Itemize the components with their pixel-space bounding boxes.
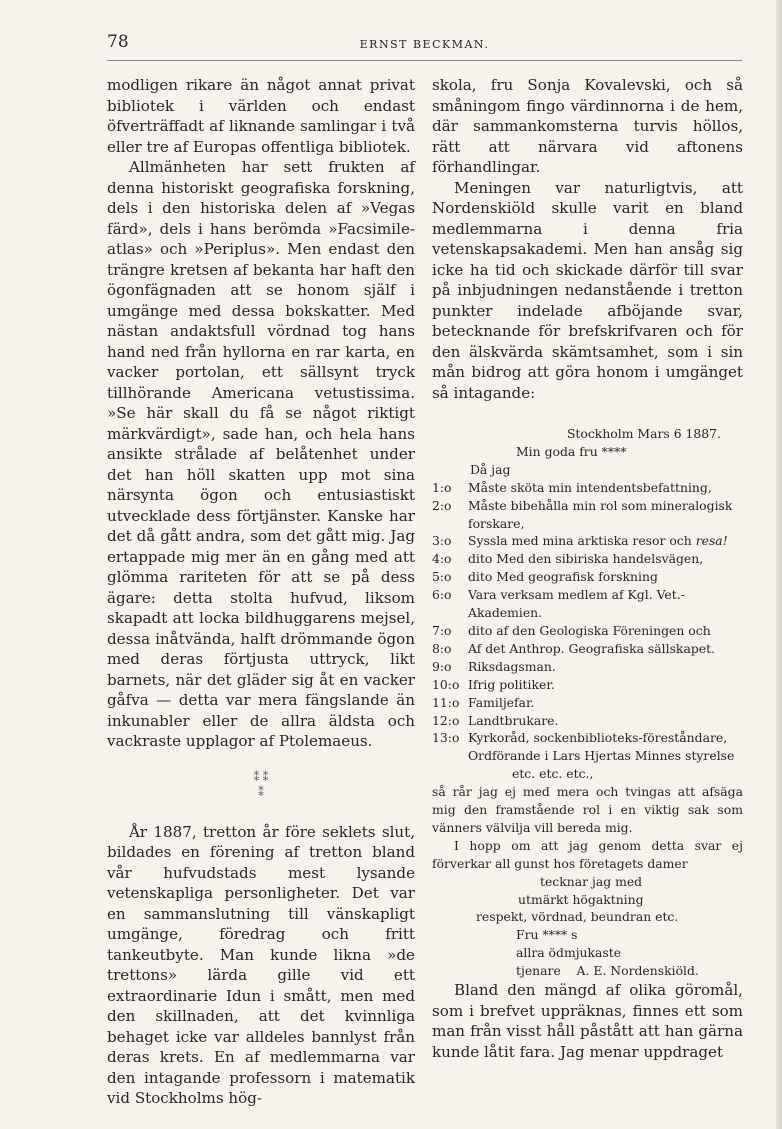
item-number: 10:o	[432, 676, 460, 692]
page-number: 78	[107, 32, 129, 52]
item-text: dito Med geografisk forskning	[468, 569, 658, 585]
paragraph: Meningen var naturligtvis, att Nordenskiöld skulle varit en bland medlemmarna i denna fria vetenskapsakademi. Men han ansåg sig icke ha tid och skickade därför till svar på inbjudningen nedanstående i tretton punkter indelade afböjande svar, betecknande för brefskrifvaren och för den älskvärda skämtsamhet, som i sin mån bidrog att göra honom i umgänget så intagande:	[432, 178, 743, 402]
page-header	[107, 32, 742, 61]
letter-signature: tjenare A. E. Nordenskiöld.	[516, 963, 699, 979]
list-item	[432, 622, 743, 640]
list-item	[432, 640, 743, 658]
item-text: Ifrig politiker.	[468, 676, 555, 692]
list-item	[432, 586, 743, 622]
item-text: Vara verksam medlem af Kgl. Vet.-Akademien.	[468, 587, 685, 621]
item-text: dito af den Geologiska Föreningen och	[468, 622, 711, 638]
letter-salutation: Min goda fru ****	[516, 443, 627, 459]
item-number: 2:o	[432, 497, 452, 513]
item-text: Riksdagsman.	[468, 658, 556, 674]
section-break	[107, 770, 415, 800]
item-number: 13:o	[432, 730, 460, 746]
item-text: Syssla med mina arktiska resor och	[468, 533, 696, 549]
paragraph: Bland den mängd af olika göromål, som i brefvet uppräknas, finnes ett som man från visst håll påstått att han gärna kunde låtit fara. Jag menar uppdraget	[432, 981, 743, 1061]
running-head: ERNST BECKMAN.	[359, 38, 490, 51]
letter-dateline: Stockholm Mars 6 1887.	[566, 426, 721, 441]
left-column	[107, 75, 415, 1109]
paragraph: skola, fru Sonja Kovalevski, och så småningom fingo värdinnorna i de hem, där sammankomsterna turvis höllos, rätt att närvara vid aftonens förhandlingar.	[432, 76, 743, 176]
list-item	[432, 532, 743, 550]
item-number: 8:o	[432, 640, 452, 656]
list-item	[432, 550, 743, 568]
list-item	[432, 712, 743, 730]
list-item	[432, 479, 743, 497]
letter-list	[432, 479, 743, 748]
item-number: 11:o	[432, 694, 460, 710]
list-item	[432, 729, 743, 747]
list-item	[432, 676, 743, 694]
letter-intro: Då jag	[470, 461, 511, 477]
item-number: 6:o	[432, 587, 452, 603]
letter-hope: I hopp om att jag genom detta svar ej förverkar all gunst hos företagets damer	[432, 837, 743, 871]
item-continuation: Ordförande i Lars Hjertas Minnes styrelse	[468, 748, 735, 764]
item-number: 1:o	[432, 479, 452, 495]
asterism-top: ⁑ ⁑	[253, 770, 269, 784]
item-number: 5:o	[432, 569, 452, 585]
item-text: dito Med den sibiriska handelsvägen,	[468, 551, 704, 567]
list-item	[432, 497, 743, 533]
letter-closing-line: utmärkt högaktning	[518, 891, 644, 907]
quoted-letter	[432, 425, 743, 980]
letter-closing-line: respekt, vördnad, beundran etc.	[476, 909, 679, 925]
item-text: Måste bibehålla min rol som mineralogisk forskare,	[468, 497, 733, 531]
list-item	[432, 658, 743, 676]
item-emphasis: resa!	[695, 533, 728, 549]
item-number: 7:o	[432, 622, 452, 638]
item-text: Af det Anthrop. Geografiska sällskapet.	[468, 640, 716, 656]
item-text: Familjefar.	[468, 694, 535, 710]
item-text: Landtbrukare.	[468, 712, 559, 728]
paragraph: Allmänheten har sett frukten af denna historiskt geografiska forskning, dels i den historiska delen af »Vegas färd», dels i hans berömda »Facsimile-atlas» och »Periplus». Men endast den trängre kretsen af bekanta har haft den ögonfägnaden att se honom själf i umgänge med dessa bokskatter. Med nästan andaktsfull vördnad tog hans hand ned från hyllorna en rar karta, en vacker portolan, ett sällsynt tryck tillhörande Americana vetustissima. »Se här skall du få se något riktigt märkvärdigt», sade han, och hela hans ansikte strålade af belåtenhet under det han höll skatten upp mot sina närsynta ögon och entusiastiskt utvecklade dess förtjänster. Kanske har det då gått andra, som det gått mig. Jag ertappade mig mer än en gång med att glömma rariteten för att se på dess ägare: detta stolta hufvud, liksom skapadt att locka bildhuggarens mejsel, dessa inåtvända, halft drömmande ögon med deras förtjusta uttryck, likt barnets, när det gläder sig åt en vacker gåfva — detta var mera fängslande än inkunabler eller de allra äldsta och vackraste upplagor af Ptolemaeus.	[107, 158, 415, 750]
item-number: 4:o	[432, 551, 452, 567]
letter-body: så rår jag ej med mera och tvingas att afsäga mig den framstående rol i en viktig sak som vänners välvilja vill bereda mig.	[432, 784, 743, 835]
paragraph: modligen rikare än något annat privat bibliotek i världen och endast öfverträffadt af liknande samlingar i två eller tre af Europas offentliga bibliotek.	[107, 76, 415, 156]
right-column	[432, 75, 743, 1062]
item-text: Måste sköta min intendentsbefattning,	[468, 479, 712, 495]
letter-closing-line: allra ödmjukaste	[516, 945, 622, 961]
letter-closing-line: Fru **** s	[516, 927, 578, 943]
item-text-wrap	[468, 532, 743, 550]
paragraph: År 1887, tretton år före seklets slut, bildades en förening af tretton bland vår hufvudstads mest lysande vetenskapliga personligheter. Det var en sammanslutning till vänskapligt umgänge, föredrag och fritt tankeutbyte. Man kunde likna »de trettons» lärda gille vid ett extraordinarie Idun i smått, men med den skillnaden, att det kvinnliga behaget icke var alldeles bannlyst från deras krets. En af medlemmarna var den intagande professorn i matematik vid Stockholms hög-	[107, 822, 415, 1107]
asterism-bottom: ⁑	[258, 785, 264, 799]
list-item	[432, 568, 743, 586]
letter-closing-line: tecknar jag med	[540, 873, 643, 889]
letter-etc: etc. etc. etc.,	[512, 766, 594, 782]
page-edge	[776, 0, 782, 1129]
list-item	[432, 694, 743, 712]
item-text: Kyrkoråd, sockenbiblioteks-föreståndare,	[468, 730, 728, 746]
item-number: 9:o	[432, 658, 452, 674]
item-number: 12:o	[432, 712, 460, 728]
item-number: 3:o	[432, 533, 452, 549]
